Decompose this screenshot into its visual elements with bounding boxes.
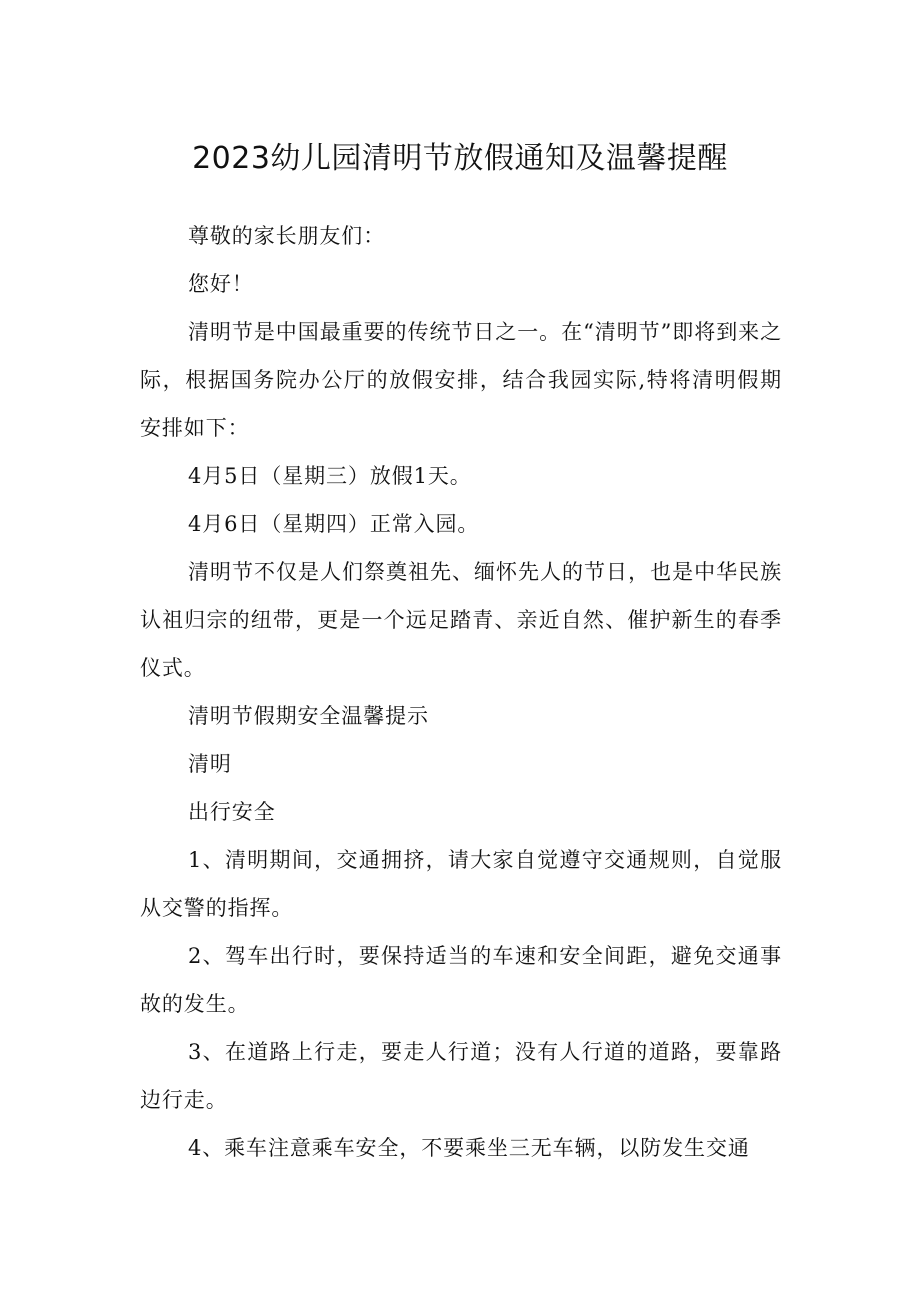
list-item-travel-4: 4、乘车注意乘车安全，不要乘坐三无车辆，以防发生交通 <box>188 1136 750 1160</box>
section-heading-safety-tips: 清明节假期安全温馨提示 <box>188 704 429 728</box>
paragraph-greeting: 您好！ <box>188 272 254 296</box>
document-body <box>140 212 782 1172</box>
list-item-travel-2: 2、驾车出行时，要保持适当的车速和安全间距，避免交通事故的发生。 <box>140 944 782 1016</box>
paragraph-return-date: 4月6日（星期四）正常入园。 <box>188 512 480 536</box>
list-item-travel-1: 1、清明期间，交通拥挤，请大家自觉遵守交通规则，自觉服从交警的指挥。 <box>140 848 782 920</box>
list-item-travel-3: 3、在道路上行走，要走人行道；没有人行道的道路，要靠路边行走。 <box>140 1040 782 1112</box>
document-title: 2023幼儿园清明节放假通知及温馨提醒 <box>192 141 728 176</box>
paragraph-holiday-date: 4月5日（星期三）放假1天。 <box>188 464 472 488</box>
section-heading-travel-safety: 出行安全 <box>188 800 276 824</box>
paragraph-salutation: 尊敬的家长朋友们： <box>188 224 386 248</box>
paragraph-intro: 清明节是中国最重要的传统节日之一。在“清明节”即将到来之际，根据国务院办公厅的放假安排，结合我园实际,特将清明假期安排如下： <box>140 320 782 440</box>
paragraph-festival-meaning: 清明节不仅是人们祭奠祖先、缅怀先人的节日，也是中华民族认祖归宗的纽带，更是一个远足踏青、亲近自然、催护新生的春季仪式。 <box>140 560 782 680</box>
section-heading-qingming: 清明 <box>188 752 232 776</box>
